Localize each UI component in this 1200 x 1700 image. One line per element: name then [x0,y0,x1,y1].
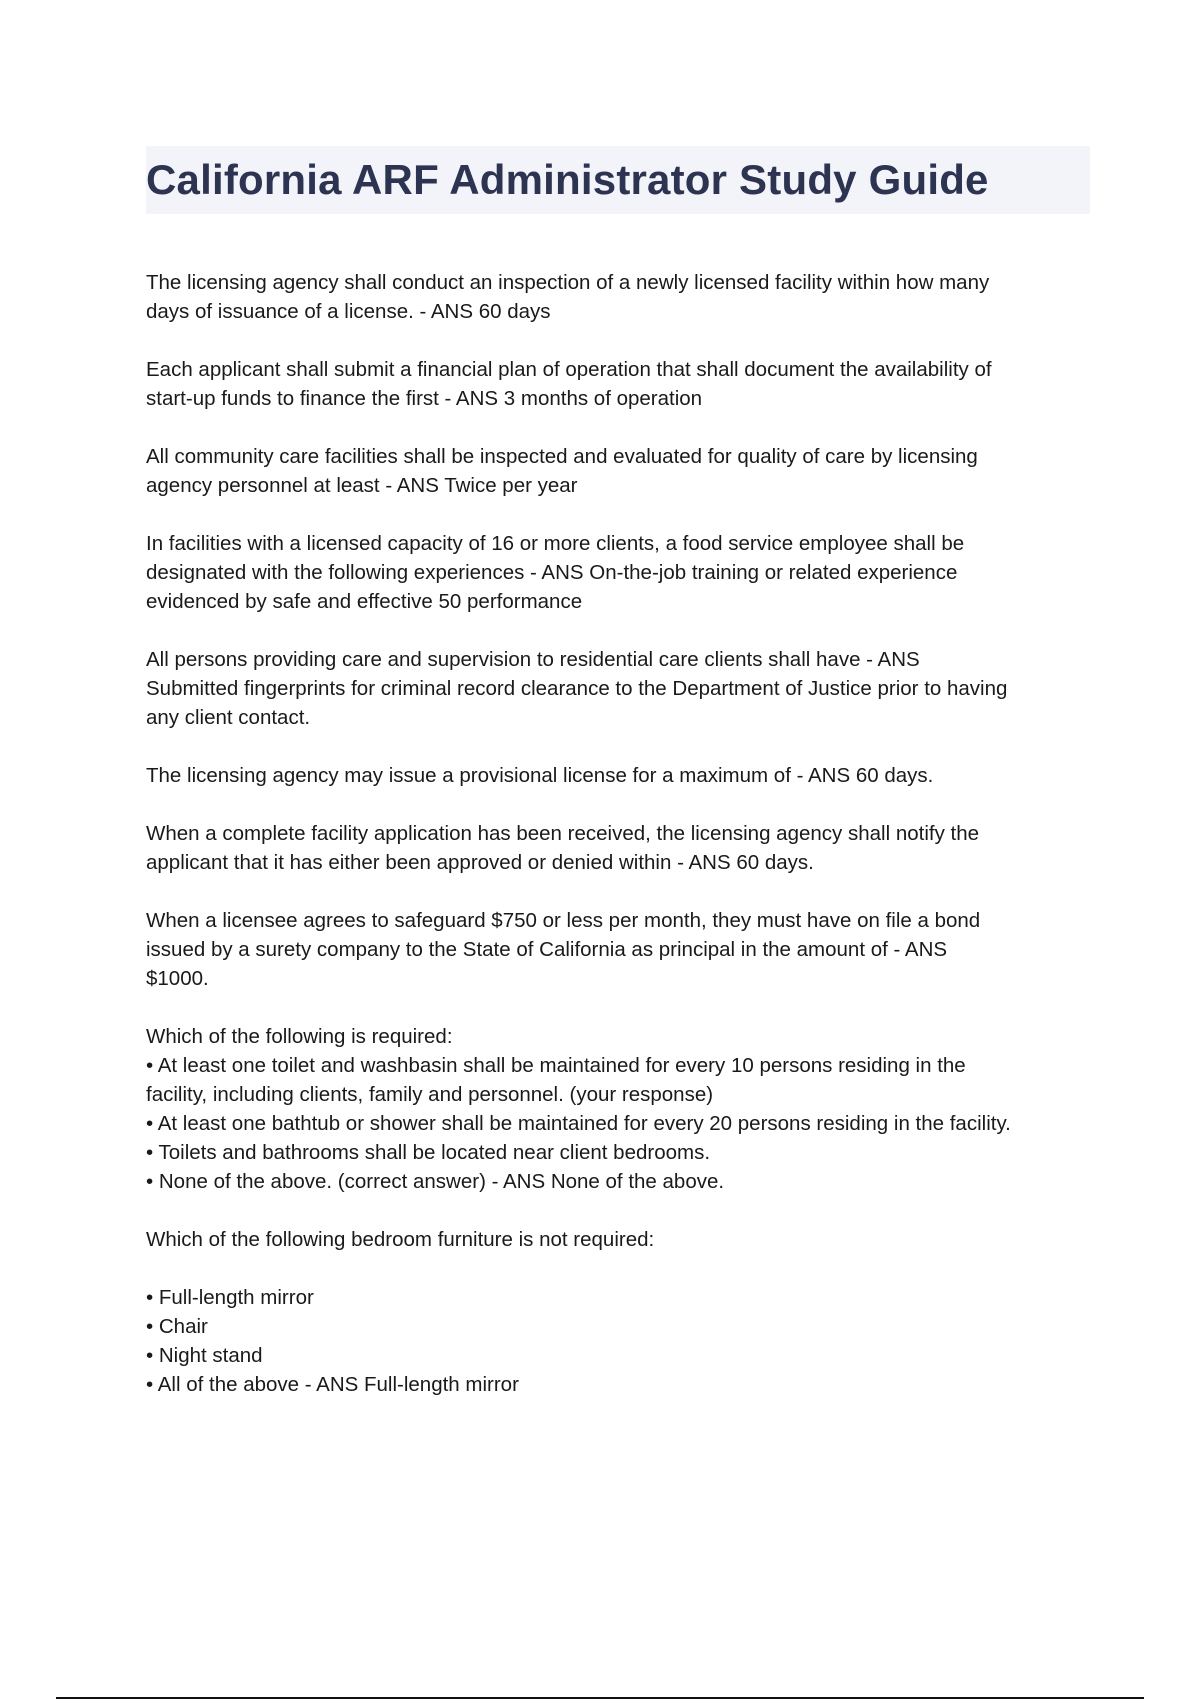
text-line: When a licensee agrees to safeguard $750 or less per month, they must have on file a bond [146,909,981,932]
text-line: • All of the above - ANS Full-length mirror [146,1373,519,1396]
footer-divider [56,1697,1144,1699]
qa-text [146,906,1096,993]
text-line: start-up funds to finance the first - ANS 3 months of operation [146,387,703,410]
qa-item [146,529,1096,616]
text-line: All community care facilities shall be inspected and evaluated for quality of care by licensing [146,445,978,468]
text-line: Submitted fingerprints for criminal record clearance to the Department of Justice prior to having [146,677,1008,700]
qa-text [146,442,1096,500]
text-line: applicant that it has either been approved or denied within - ANS 60 days. [146,851,814,874]
text-line: • Night stand [146,1344,263,1367]
text-line: All persons providing care and supervision to residential care clients shall have - ANS [146,648,920,671]
qa-item [146,819,1096,877]
text-line: When a complete facility application has been received, the licensing agency shall notify the [146,822,980,845]
text-line: The licensing agency may issue a provisional license for a maximum of - ANS 60 days. [146,764,934,787]
qa-item [146,1022,1096,1196]
qa-text [146,819,1096,877]
qa-text [146,355,1096,413]
text-line: days of issuance of a license. - ANS 60 days [146,300,551,323]
page-title: California ARF Administrator Study Guide [146,156,989,203]
text-line: • At least one toilet and washbasin shall be maintained for every 10 persons residing in the [146,1054,966,1077]
qa-item [146,442,1096,500]
text-line: • Chair [146,1315,208,1338]
qa-text [146,645,1096,732]
qa-item [146,906,1096,993]
text-line: agency personnel at least - ANS Twice per year [146,474,578,497]
qa-item [146,355,1096,413]
text-line: $1000. [146,967,209,990]
text-line: • None of the above. (correct answer) - ANS None of the above. [146,1170,725,1193]
qa-item [146,761,1096,790]
text-line: In facilities with a licensed capacity of 16 or more clients, a food service employee shall be [146,532,965,555]
qa-text [146,1283,1096,1399]
text-line: Which of the following bedroom furniture is not required: [146,1228,655,1251]
text-line: issued by a surety company to the State of California as principal in the amount of - ANS [146,938,948,961]
text-line: • At least one bathtub or shower shall be maintained for every 20 persons residing in the facility. [146,1112,1011,1135]
text-line: • Full-length mirror [146,1286,314,1309]
text-line: Each applicant shall submit a financial plan of operation that shall document the availability of [146,358,992,381]
text-line: facility, including clients, family and personnel. (your response) [146,1083,714,1106]
qa-list [146,268,1096,1428]
text-line: Which of the following is required: [146,1025,453,1048]
text-line: any client contact. [146,706,311,729]
qa-text [146,1022,1096,1196]
text-line: • Toilets and bathrooms shall be located near client bedrooms. [146,1141,711,1164]
text-line: The licensing agency shall conduct an inspection of a newly licensed facility within how many [146,271,990,294]
qa-text [146,761,1096,790]
text-line: designated with the following experiences - ANS On-the-job training or related experience [146,561,958,584]
qa-item [146,268,1096,326]
qa-item [146,645,1096,732]
qa-text [146,268,1096,326]
qa-text [146,1225,1096,1254]
qa-item [146,1283,1096,1399]
qa-text [146,529,1096,616]
qa-item [146,1225,1096,1254]
text-line: evidenced by safe and effective 50 performance [146,590,583,613]
